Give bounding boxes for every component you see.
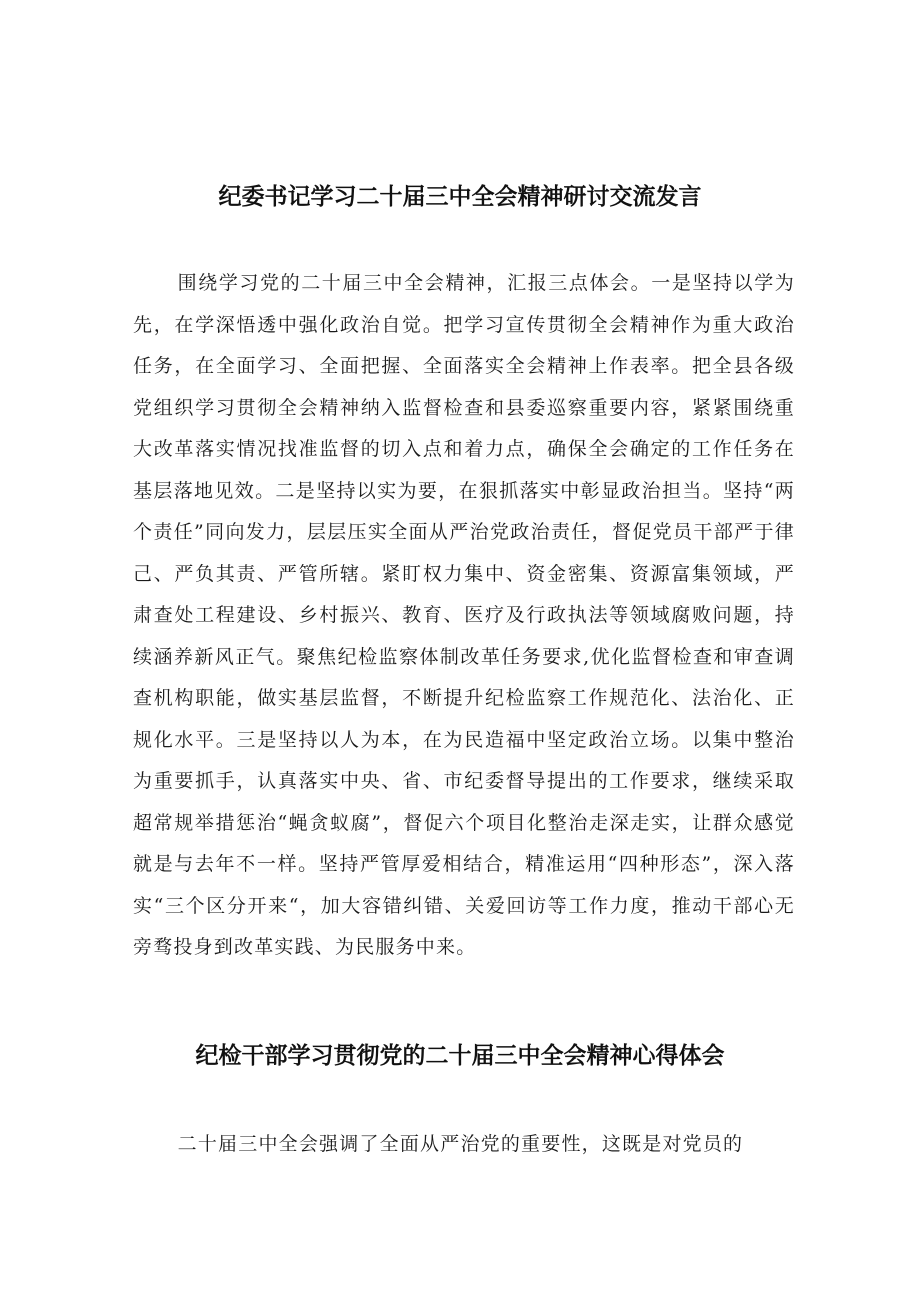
next-document-title: 纪检干部学习贯彻党的二十届三中全会精神心得体会 <box>195 1043 725 1069</box>
body-paragraph: 围绕学习党的二十届三中全会精神，汇报三点体会。一是坚持以学为先，在学深悟透中强化政治自觉。把学习宣传贯彻全会精神作为重大政治任务，在全面学习、全面把握、全面落实全会精神上作表率。把全县各级党组织学习贯彻全会精神纳入监督检查和县委巡察重要内容，紧紧围绕重大改革落实情况找准监督的切入点和着力点，确保全会确定的工作任务在基层落地见效。二是坚持以实为要，在狠抓落实中彰显政治担当。坚持“两个责任”同向发力，层层压实全面从严治党政治责任，督促党员干部严于律己、严负其责、严管所辖。紧盯权力集中、资金密集、资源富集领域，严肃查处工程建设、乡村振兴、教育、医疗及行政执法等领域腐败问题，持续涵养新风正气。聚焦纪检监察体制改革任务要求,优化监督检查和审查调查机构职能，做实基层监督，不断提升纪检监察工作规范化、法治化、正规化水平。三是坚持以人为本，在为民造福中坚定政治立场。以集中整治为重要抓手，认真落实中央、省、市纪委督导提出的工作要求，继续采取超常规举措惩治“蝇贪蚁腐”，督促六个项目化整治走深走实，让群众感觉就是与去年不一样。坚持严管厚爱相结合，精准运用“四种形态”，深入落实“三个区分开来“，加大容错纠错、关爱回访等工作力度，推动干部心无旁骛投身到改革实践、为民服务中来。 <box>133 272 795 958</box>
next-body-paragraph: 二十届三中全会强调了全面从严治党的重要性，这既是对党员的 <box>177 1133 744 1155</box>
document-title: 纪委书记学习二十届三中全会精神研讨交流发言 <box>218 184 702 210</box>
